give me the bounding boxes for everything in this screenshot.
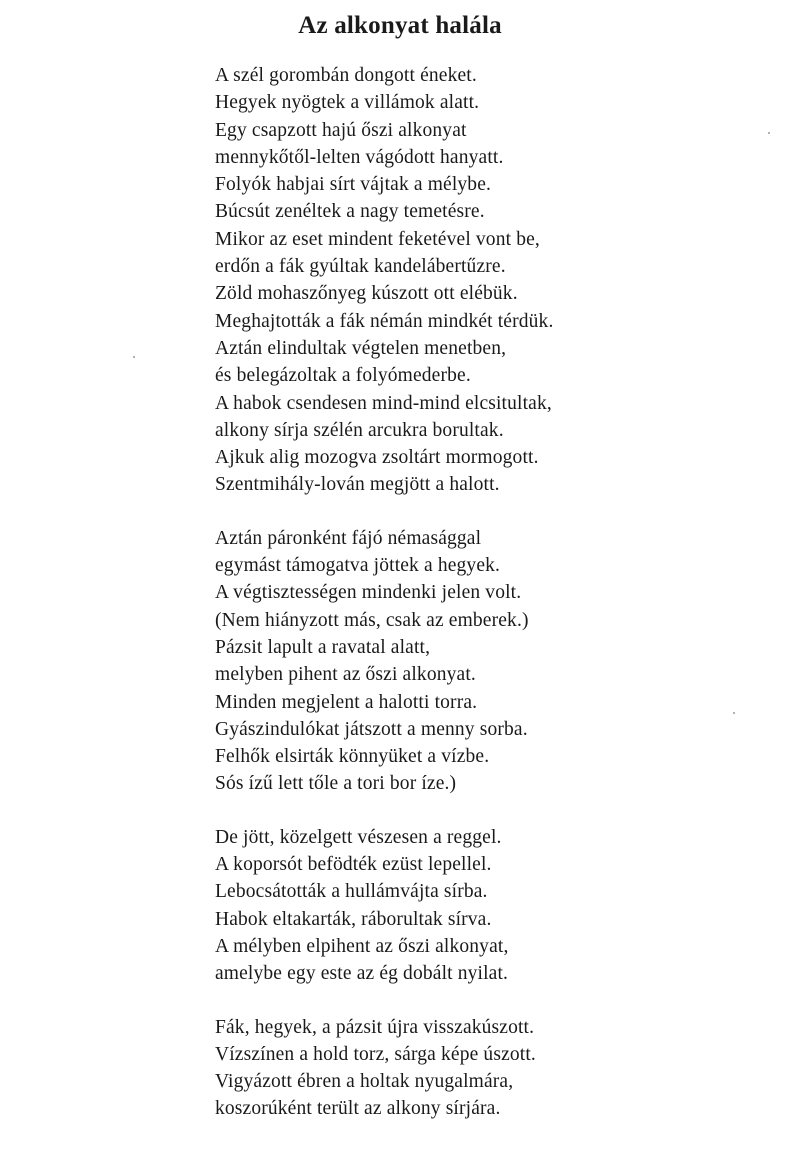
verse-line: melyben pihent az őszi alkonyat. bbox=[215, 664, 476, 686]
verse-line: A végtisztességen mindenki jelen volt. bbox=[215, 582, 522, 604]
stanza-3 bbox=[215, 824, 775, 988]
verse-line: koszorúként terült az alkony sírjára. bbox=[215, 1098, 501, 1120]
verse-line: Egy csapzott hajú őszi alkonyat bbox=[215, 119, 467, 141]
verse-line: Folyók habjai sírt vájtak a mélybe. bbox=[215, 174, 492, 196]
verse-line: Aztán elindultak végtelen menetben, bbox=[215, 337, 507, 359]
scan-speck bbox=[768, 132, 770, 134]
verse-line: mennykőtől-lelten vágódott hanyatt. bbox=[215, 146, 504, 168]
verse-line: De jött, közelgett vészesen a reggel. bbox=[215, 826, 502, 848]
verse-line: Ajkuk alig mozogva zsoltárt mormogott. bbox=[215, 447, 539, 469]
verse-line: Gyászindulókat játszott a menny sorba. bbox=[215, 718, 528, 740]
verse-line: alkony sírja szélén arcukra borultak. bbox=[215, 419, 504, 441]
verse-line: és belegázoltak a folyómederbe. bbox=[215, 365, 471, 387]
verse-line: Meghajtották a fák némán mindkét térdük. bbox=[215, 310, 554, 332]
verse-line: Lebocsátották a hullámvájta sírba. bbox=[215, 881, 488, 903]
verse-line: Zöld mohaszőnyeg kúszott ott elébük. bbox=[215, 283, 518, 305]
verse-line: Fák, hegyek, a pázsit újra visszakúszott. bbox=[215, 1016, 535, 1038]
verse-line: Felhők elsirták könnyüket a vízbe. bbox=[215, 746, 490, 768]
verse-line: Vigyázott ébren a holtak nyugalmára, bbox=[215, 1071, 514, 1093]
verse-line: A szél gorombán dongott éneket. bbox=[215, 65, 477, 86]
verse-line: Pázsit lapult a ravatal alatt, bbox=[215, 636, 431, 658]
verse-line: amelybe egy este az ég dobált nyilat. bbox=[215, 963, 509, 985]
verse-line: A mélyben elpihent az őszi alkonyat, bbox=[215, 935, 509, 957]
poem-title: Az alkonyat halála bbox=[298, 12, 502, 39]
verse-line: Mikor az eset mindent feketével vont be, bbox=[215, 228, 540, 250]
verse-line: Sós ízű lett tőle a tori bor íze.) bbox=[215, 773, 457, 795]
verse-line: egymást támogatva jöttek a hegyek. bbox=[215, 555, 501, 577]
verse-line: Minden megjelent a halotti torra. bbox=[215, 691, 478, 713]
verse-line: Aztán páronként fájó némasággal bbox=[215, 527, 482, 549]
verse-line: Vízszínen a hold torz, sárga képe úszott. bbox=[215, 1043, 536, 1065]
stanza-4 bbox=[215, 1014, 775, 1123]
stanza-1 bbox=[215, 62, 775, 499]
verse-line: A koporsót befödték ezüst lepellel. bbox=[215, 854, 492, 876]
verse-line: Habok eltakarták, ráborultak sírva. bbox=[215, 908, 492, 930]
verse-line: erdőn a fák gyúltak kandelábertűzre. bbox=[215, 256, 506, 278]
poem-body bbox=[215, 62, 775, 1123]
verse-line: Búcsút zenéltek a nagy temetésre. bbox=[215, 201, 485, 223]
scan-speck bbox=[733, 712, 735, 714]
scan-speck bbox=[133, 356, 135, 358]
verse-line: Hegyek nyögtek a villámok alatt. bbox=[215, 92, 480, 114]
verse-line: A habok csendesen mind-mind elcsitultak, bbox=[215, 392, 552, 414]
verse-line: (Nem hiányzott más, csak az emberek.) bbox=[215, 609, 529, 631]
verse-line: Szentmihály-lován megjött a halott. bbox=[215, 474, 500, 496]
stanza-2 bbox=[215, 525, 775, 798]
